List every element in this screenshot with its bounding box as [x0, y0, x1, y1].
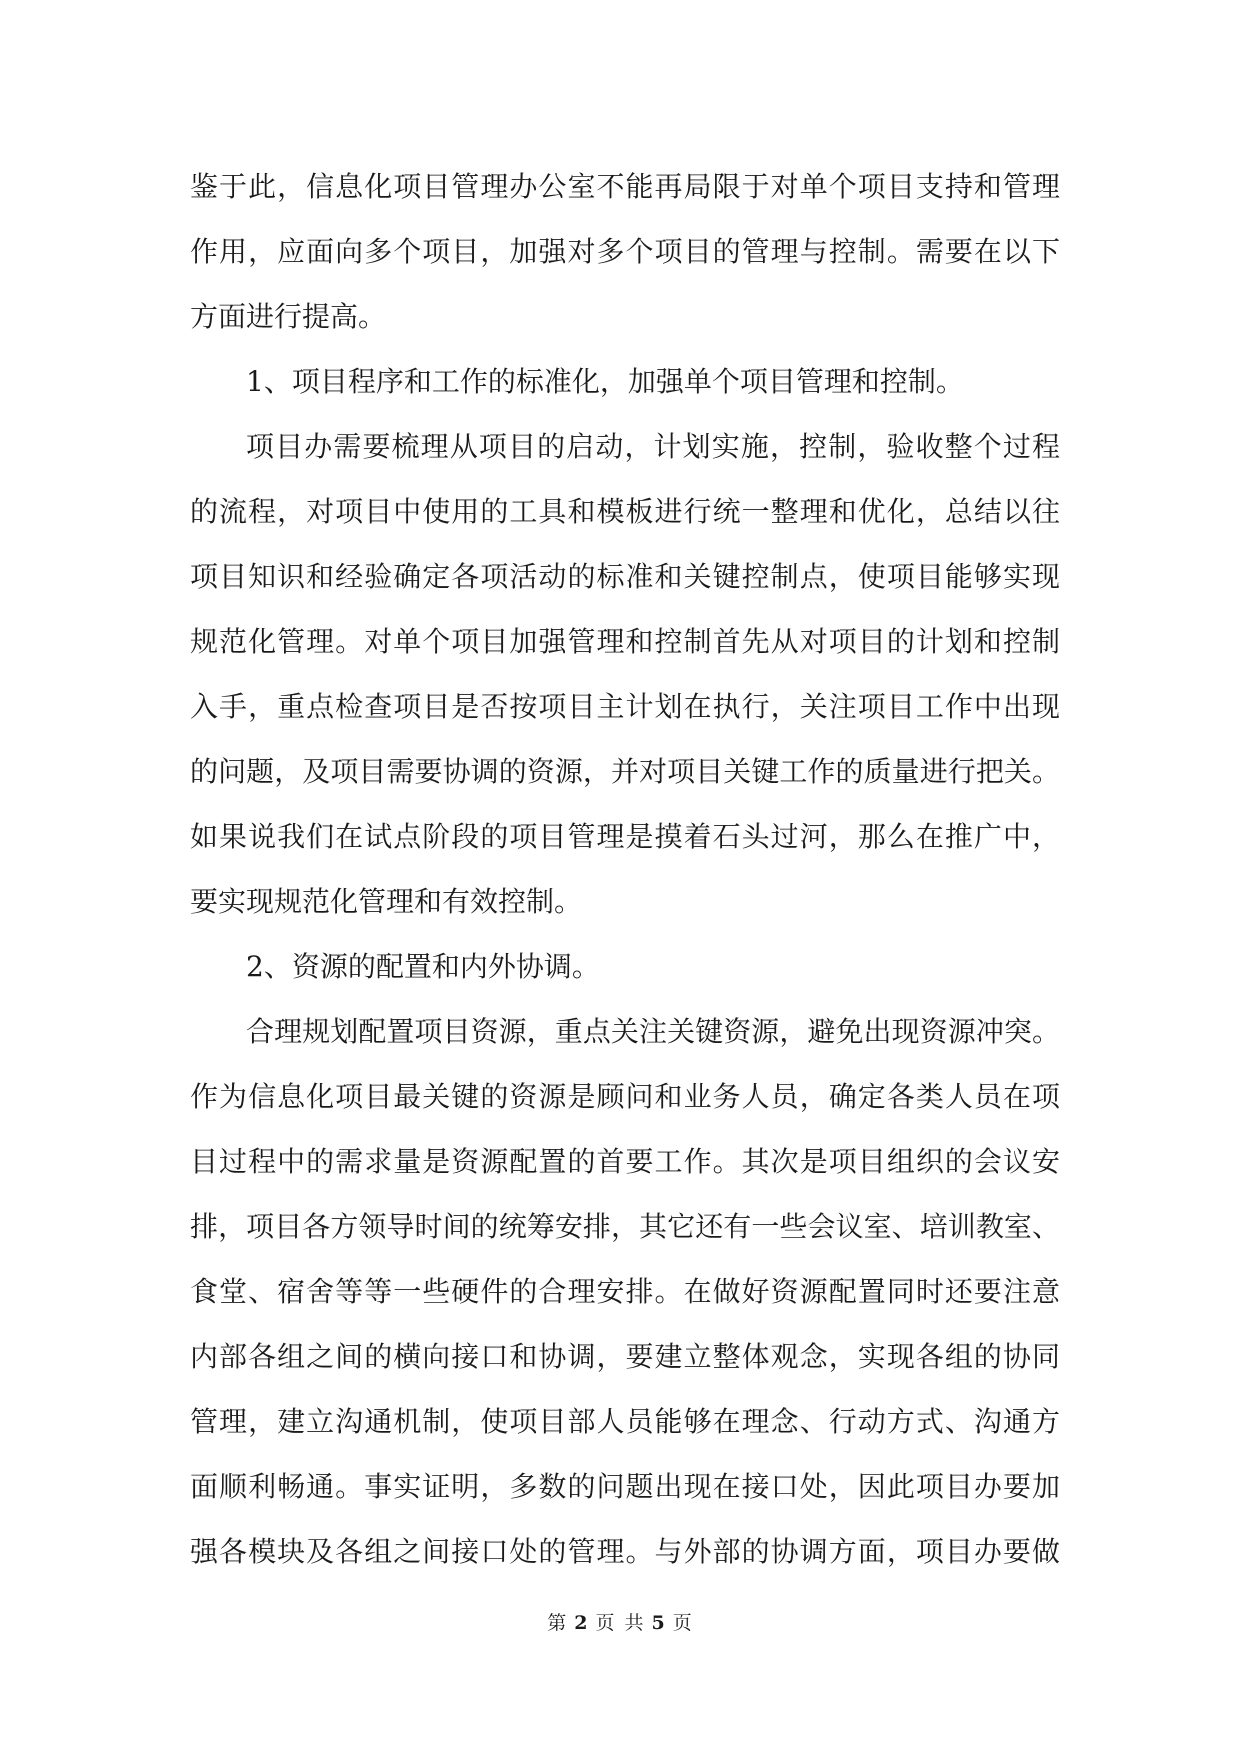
- heading-1: [190, 349, 1060, 414]
- text-line: 的流程，对项目中使用的工具和模板进行统一整理和优化，总结以往: [190, 495, 1060, 528]
- heading-2: [190, 934, 1060, 999]
- page-footer: [0, 1608, 1241, 1638]
- text-line: 管理，建立沟通机制，使项目部人员能够在理念、行动方式、沟通方: [190, 1405, 1060, 1438]
- paragraph-resources: [190, 999, 1060, 1584]
- text-line: 作为信息化项目最关键的资源是顾问和业务人员，确定各类人员在项: [190, 1080, 1060, 1113]
- text-line: 1、项目程序和工作的标准化，加强单个项目管理和控制。: [246, 365, 964, 398]
- footer-suffix: 页: [672, 1612, 694, 1634]
- text-line: 的问题，及项目需要协调的资源，并对项目关键工作的质量进行把关。: [190, 755, 1060, 788]
- text-line: 规范化管理。对单个项目加强管理和控制首先从对项目的计划和控制: [190, 625, 1060, 658]
- text-line: 面顺利畅通。事实证明，多数的问题出现在接口处，因此项目办要加: [190, 1470, 1060, 1503]
- paragraph-standardization: [190, 414, 1060, 934]
- current-page-number: 2: [574, 1612, 590, 1634]
- total-pages-number: 5: [651, 1612, 667, 1634]
- text-line: 排，项目各方领导时间的统筹安排，其它还有一些会议室、培训教室、: [190, 1210, 1060, 1243]
- footer-middle: 页 共: [595, 1612, 646, 1634]
- text-line: 内部各组之间的横向接口和协调，要建立整体观念，实现各组的协同: [190, 1340, 1060, 1373]
- text-line: 鉴于此，信息化项目管理办公室不能再局限于对单个项目支持和管理: [190, 170, 1060, 203]
- footer-prefix: 第: [547, 1612, 569, 1634]
- paragraph-intro: [190, 154, 1060, 349]
- text-line: 项目办需要梳理从项目的启动，计划实施，控制，验收整个过程: [246, 430, 1060, 463]
- text-line: 合理规划配置项目资源，重点关注关键资源，避免出现资源冲突。: [246, 1015, 1060, 1048]
- text-line: 强各模块及各组之间接口处的管理。与外部的协调方面，项目办要做: [190, 1535, 1060, 1568]
- text-line: 食堂、宿舍等等一些硬件的合理安排。在做好资源配置同时还要注意: [190, 1275, 1060, 1308]
- document-body: [190, 154, 1060, 1584]
- text-line: 如果说我们在试点阶段的项目管理是摸着石头过河，那么在推广中，: [190, 820, 1060, 853]
- text-line: 方面进行提高。: [190, 300, 387, 333]
- text-line: 作用，应面向多个项目，加强对多个项目的管理与控制。需要在以下: [190, 235, 1060, 268]
- text-line: 目过程中的需求量是资源配置的首要工作。其次是项目组织的会议安: [190, 1145, 1060, 1178]
- text-line: 入手，重点检查项目是否按项目主计划在执行，关注项目工作中出现: [190, 690, 1060, 723]
- text-line: 项目知识和经验确定各项活动的标准和关键控制点，使项目能够实现: [190, 560, 1060, 593]
- text-line: 要实现规范化管理和有效控制。: [190, 885, 583, 918]
- text-line: 2、资源的配置和内外协调。: [246, 950, 600, 983]
